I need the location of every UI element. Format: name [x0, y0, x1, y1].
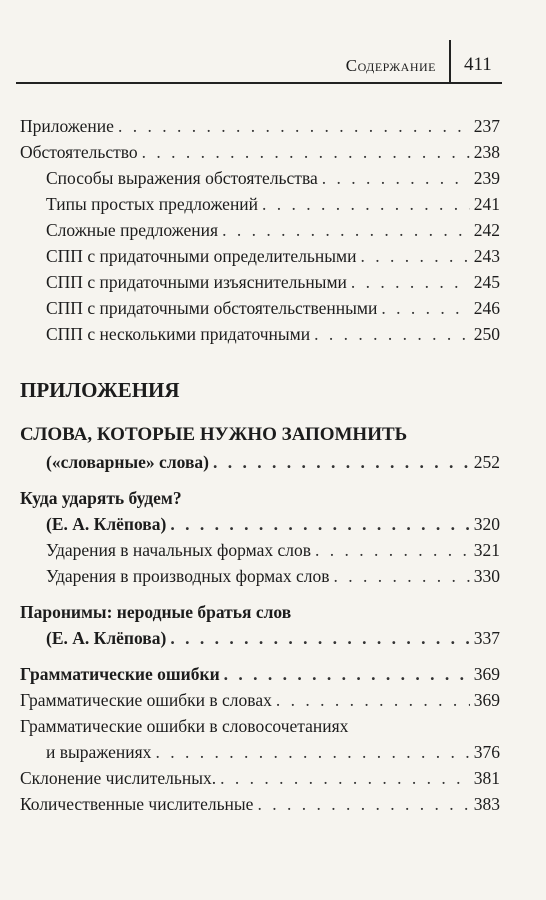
- toc-entry-page: 237: [473, 116, 500, 136]
- toc-entry-page: 250: [473, 324, 500, 344]
- toc-entry: [20, 540, 500, 566]
- toc-entry-text: Грамматические ошибки в словосочетаниях: [20, 716, 349, 736]
- running-header: [0, 0, 546, 100]
- toc-leader-dots: [334, 566, 470, 587]
- appendix-heading: ПРИЛОЖЕНИЯ: [20, 378, 180, 402]
- toc-entry-page: 242: [473, 220, 500, 240]
- toc-leader-dots: [381, 298, 469, 319]
- toc-entry-text: Ударения в производных формах слов: [46, 566, 330, 586]
- toc-entry: [20, 628, 500, 654]
- toc-leader-dots: [170, 628, 469, 649]
- toc-entry-page: 243: [473, 246, 500, 266]
- toc-entry: [20, 690, 500, 716]
- toc-entry: [20, 246, 500, 272]
- toc-leader-dots: [314, 324, 470, 345]
- toc-entry-page: 383: [473, 794, 500, 814]
- toc-leader-dots: [351, 272, 470, 293]
- toc-leader-dots: [142, 142, 470, 163]
- toc-entry-page: 381: [473, 768, 500, 788]
- toc-entry-page: 238: [473, 142, 500, 162]
- toc-entry-page: 321: [473, 540, 500, 560]
- toc-entry-text: и выражениях: [46, 742, 152, 762]
- toc-entry-page: 330: [473, 566, 500, 586]
- toc-entry-page: 245: [473, 272, 500, 292]
- toc-leader-dots: [155, 742, 469, 763]
- toc-entry-text: (Е. А. Клёпова): [46, 628, 167, 648]
- toc-leader-dots: [262, 194, 470, 215]
- toc-entry: [20, 514, 500, 540]
- page-number: 411: [464, 54, 492, 75]
- toc-entry-page: 369: [473, 664, 500, 684]
- toc-entry-text: СПП с несколькими придаточными: [46, 324, 311, 344]
- running-header-title: Содержание: [345, 56, 436, 75]
- toc-leader-dots: [170, 514, 469, 535]
- toc-entry-page: 252: [473, 452, 500, 472]
- toc-entry-page: 241: [473, 194, 500, 214]
- toc-entry-text: Типы простых предложений: [46, 194, 259, 214]
- toc-entry: [20, 664, 500, 690]
- toc-leader-dots: [360, 246, 469, 267]
- toc-entry-text: Способы выражения обстоятельства: [46, 168, 318, 188]
- toc-entry-page: 320: [473, 514, 500, 534]
- toc-entry-text: Обстоятельство: [20, 142, 138, 162]
- toc-leader-dots: [220, 768, 470, 789]
- toc-entry-text: Грамматические ошибки: [20, 664, 220, 684]
- toc-entry: [20, 142, 500, 168]
- toc-leader-dots: [222, 220, 470, 241]
- paronyms-heading: Паронимы: неродные братья слов: [20, 602, 292, 622]
- toc-entry-page: 376: [473, 742, 500, 762]
- toc-entry: [20, 566, 500, 592]
- toc-entry-text: (Е. А. Клёпова): [46, 514, 167, 534]
- toc-entry: [20, 794, 500, 820]
- toc-entry-text: Количественные числительные: [20, 794, 254, 814]
- toc-entry: [20, 272, 500, 298]
- toc-leader-dots: [118, 116, 470, 137]
- table-of-contents: [20, 116, 500, 820]
- toc-entry: [20, 742, 500, 768]
- toc-entry-text: Ударения в начальных формах слов: [46, 540, 311, 560]
- toc-entry-text: Сложные предложения: [46, 220, 219, 240]
- toc-entry: [20, 768, 500, 794]
- toc-leader-dots: [213, 452, 470, 473]
- toc-leader-dots: [276, 690, 470, 711]
- toc-leader-dots: [322, 168, 470, 189]
- toc-entry: [20, 116, 500, 142]
- toc-entry-text: СПП с придаточными обстоятельственными: [46, 298, 378, 318]
- toc-entry-page: 337: [473, 628, 500, 648]
- toc-entry-text: («словарные» слова): [46, 452, 209, 472]
- toc-entry: [20, 168, 500, 194]
- toc-entry: [20, 194, 500, 220]
- toc-entry: [20, 452, 500, 478]
- toc-entry-text: Грамматические ошибки в словах: [20, 690, 272, 710]
- toc-entry-text: СПП с придаточными изъяснительными: [46, 272, 347, 292]
- stress-heading: Куда ударять будем?: [20, 488, 182, 508]
- toc-entry: [20, 324, 500, 350]
- toc-leader-dots: [257, 794, 469, 815]
- toc-leader-dots: [315, 540, 470, 561]
- toc-leader-dots: [224, 664, 470, 685]
- words-heading: СЛОВА, КОТОРЫЕ НУЖНО ЗАПОМНИТЬ: [20, 424, 408, 445]
- header-horizontal-rule: [16, 82, 502, 84]
- toc-entry-page: 239: [473, 168, 500, 188]
- toc-entry: [20, 298, 500, 324]
- header-vertical-rule: [449, 40, 451, 84]
- toc-entry-page: 246: [473, 298, 500, 318]
- toc-entry: [20, 220, 500, 246]
- toc-entry-text: Склонение числительных.: [20, 768, 217, 788]
- toc-entry-text: СПП с придаточными определительными: [46, 246, 357, 266]
- toc-entry-text: Приложение: [20, 116, 114, 136]
- toc-entry-page: 369: [473, 690, 500, 710]
